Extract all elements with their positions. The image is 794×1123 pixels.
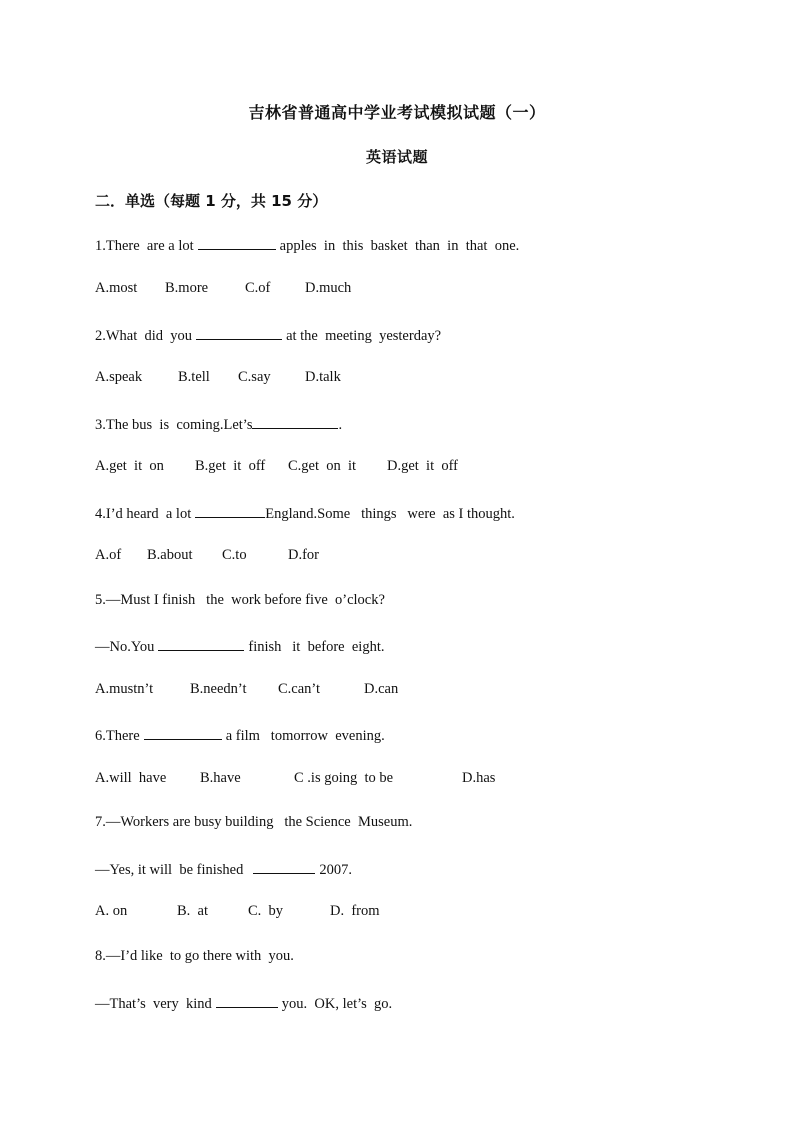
option-a: A.will have [95, 770, 167, 786]
question-stem-text: —That’s very kind [95, 996, 212, 1012]
option-b: B.more [165, 280, 209, 296]
question-7-line-1: 7.—Workers are busy building the Science Museum. [95, 814, 413, 830]
option-a: A.of [95, 547, 122, 563]
question-1-stem [95, 235, 519, 255]
option-c: C.to [222, 547, 247, 563]
option-b: B.get it off [195, 458, 266, 474]
option-a: A. on [95, 903, 128, 919]
question-stem-text: apples in this basket than in that one. [279, 238, 520, 254]
question-8-line-1: 8.—I’d like to go there with you. [95, 948, 294, 964]
option-d: D.can [364, 681, 399, 697]
option-b: B.have [200, 770, 241, 786]
option-d: D.get it off [387, 458, 459, 474]
question-stem-text: —Yes, it will be finished [95, 862, 244, 878]
question-stem-text: 2.What did you [95, 328, 193, 344]
answer-blank [252, 414, 338, 429]
question-2-stem [95, 325, 441, 345]
option-d: D.talk [305, 369, 341, 385]
question-stem-text: you. OK, let’s go. [281, 996, 393, 1012]
question-5-line-1: 5.—Must I finish the work before five o’clock? [95, 592, 385, 608]
option-a: A.most [95, 280, 138, 296]
answer-blank [195, 503, 265, 518]
option-d: D.has [462, 770, 496, 786]
question-stem-text: —No.You [95, 639, 155, 655]
option-b: B.needn’t [190, 681, 247, 697]
question-8-stem [95, 993, 392, 1013]
question-stem-text: 2007. [319, 862, 352, 878]
question-stem-text: 1.There are a lot [95, 238, 194, 254]
question-stem-text: . [338, 417, 343, 433]
option-c: C.can’t [278, 681, 321, 697]
question-stem-text: 4.I’d heard a lot [95, 506, 192, 522]
question-stem-text: finish it before eight. [248, 639, 385, 655]
question-4-stem [95, 503, 515, 523]
answer-blank [196, 325, 282, 340]
question-6-stem [95, 725, 385, 745]
exam-subtitle: 英语试题 [365, 148, 428, 166]
question-stem-text: 3.The bus is coming.Let’s [95, 417, 253, 433]
answer-blank [158, 636, 244, 651]
option-a: A.speak [95, 369, 143, 385]
question-7-stem [95, 859, 352, 879]
option-b: B.about [147, 547, 193, 563]
answer-blank [216, 993, 278, 1008]
option-a: A.get it on [95, 458, 164, 474]
option-a: A.mustn’t [95, 681, 154, 697]
section-heading: 二．单选（每题 1 分，共 15 分） [95, 192, 328, 210]
question-stem-text: 6.There [95, 728, 140, 744]
question-5-stem [95, 636, 384, 656]
option-d: D.much [305, 280, 352, 296]
answer-blank [144, 725, 222, 740]
option-c: C. by [248, 903, 284, 919]
option-c: C.of [245, 280, 271, 296]
question-stem-text: England.Some things were as I thought. [265, 506, 515, 522]
option-d: D. from [330, 903, 380, 919]
option-b: B.tell [178, 369, 210, 385]
option-d: D.for [288, 547, 320, 563]
option-c: C.say [238, 369, 271, 385]
question-stem-text: a film tomorrow evening. [225, 728, 385, 744]
answer-blank [198, 235, 276, 250]
question-3-stem [95, 414, 342, 434]
option-b: B. at [177, 903, 209, 919]
question-stem-text: at the meeting yesterday? [286, 328, 442, 344]
option-c: C .is going to be [294, 770, 394, 786]
answer-blank [253, 859, 315, 874]
option-c: C.get on it [288, 458, 357, 474]
exam-title: 吉林省普通高中学业考试模拟试题（一） [248, 103, 546, 122]
